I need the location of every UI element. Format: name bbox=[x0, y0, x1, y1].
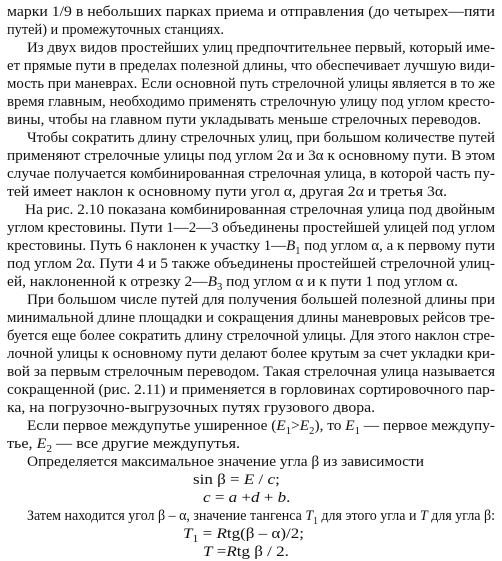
text-line: Если первое междупутье уширенное $(E_1>E_2)$, то $E_1$ — первое междупу- bbox=[27, 417, 495, 438]
text-line: под углом 2α. Пути 4 и 5 также объединены простейшей стрелочной улиц- bbox=[7, 255, 496, 272]
text-line: углом крестовины. Пути 1—2—3 объединены простейшей улицей под углом bbox=[7, 219, 496, 236]
text-line: путей) и промежуточных станциях. bbox=[7, 21, 224, 38]
text-line: тье, $E_2$ — все другие междупутья. bbox=[7, 435, 241, 456]
text-line: крестовины. Путь 6 наклонен к участку $1—B_1$ под углом α, а к первому пути bbox=[7, 237, 495, 258]
text-line: вой за первым стрелочным переводом. Такая стрелочная улица называется bbox=[7, 363, 496, 380]
text-line: T =Rtg β / 2. bbox=[203, 543, 289, 560]
text-line: На рис. 2.10 показана комбинированная стрелочная улица под двойным bbox=[25, 201, 496, 218]
text-line: применяют стрелочные улицы под углом 2α и 3α к основному пути. В этом bbox=[7, 147, 496, 164]
text-line: ей, наклоненной к отрезку $2—B_3$ под углом α и к пути 1 под углом α. bbox=[7, 273, 459, 294]
text-line: вины, чтобы на главном пути укладывать меньше стрелочных переводов. bbox=[7, 111, 481, 128]
text-line: Чтобы сократить длину стрелочных улиц, при большом количестве путей bbox=[27, 129, 496, 146]
text-line: c = a +d + b. bbox=[203, 489, 291, 506]
text-line: минимальной длине площадки и сокращения длины маневровых рейсов тре- bbox=[7, 309, 496, 326]
text-line: $T_1 = Rtg(\beta - \alpha)/2$; bbox=[183, 525, 304, 546]
text-line: лочной улицы к основному пути делают более крутым за счет укладки кри- bbox=[7, 345, 495, 362]
text-line: Из двух видов простейших улиц предпочтительнее первый, который име- bbox=[27, 39, 495, 56]
text-line: Затем находится угол β – α, значение тангенса $T_1$ для этого угла и T для угла β: bbox=[27, 507, 496, 528]
text-line: тей имеет наклон к основному пути угол α, другая 2α и третья 3α. bbox=[7, 183, 448, 200]
text-line: время главным, необходимо применять стрелочную улицу под углом кресто- bbox=[7, 93, 496, 110]
text-line: sin β = E / c; bbox=[193, 471, 280, 488]
text-line: ет прямые пути в пределах полезной длины, что обеспечивает лучшую види- bbox=[7, 57, 496, 74]
text-line: случае получается комбинированная стрелочная улица, в которой часть пу- bbox=[7, 165, 495, 182]
text-line: ка, на погрузочно-выгрузочных путях грузового двора. bbox=[7, 399, 376, 416]
text-line: мость при маневрах. Если основной путь стрелочной улицы является в то же bbox=[7, 75, 495, 92]
text-line: буется еще более сократить длину стрелочной улицы. Для этого наклон стре- bbox=[7, 327, 495, 344]
text-line: Определяется максимальное значение угла β из зависимости bbox=[27, 453, 425, 470]
text-line: сокращенной (рис. 2.11) и применяется в горловинах сортировочного пар- bbox=[7, 381, 496, 398]
text-line: марки 1/9 в небольших парках приема и отправления (до четырех—пяти bbox=[7, 3, 495, 20]
text-line: При большом числе путей для получения большей полезной длины при bbox=[27, 291, 495, 308]
